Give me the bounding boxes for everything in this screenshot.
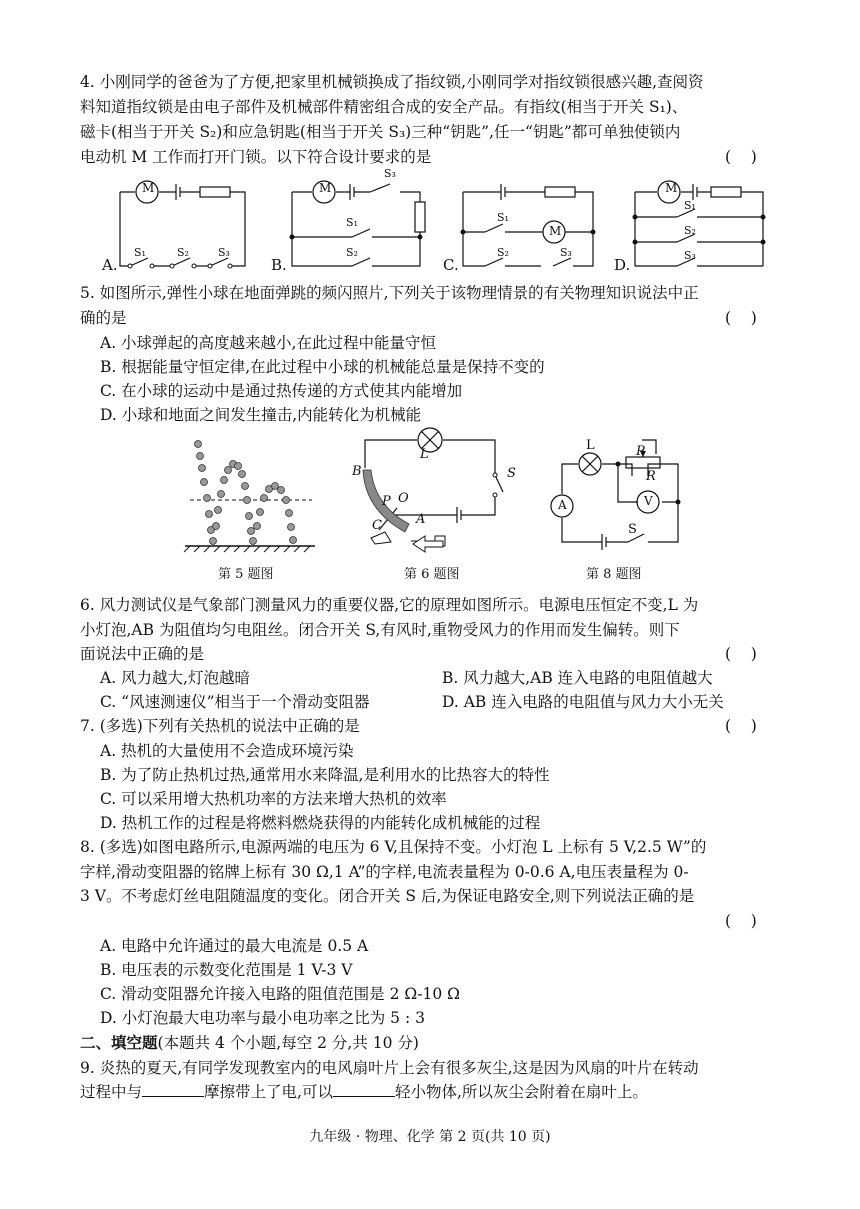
section-2-desc: (本题共 4 个小题,每空 2 分,共 10 分) (157, 1034, 419, 1052)
q4-answer-paren: ( ) (725, 148, 757, 166)
fig8-voltmeter-v: V (644, 494, 653, 508)
q6-line-2: 小灯泡,AB 为阻值均匀电阻丝。闭合开关 S,有风时,重物受风力的作用而发生偏转。则下 (80, 621, 680, 639)
q4-c-m: M (549, 224, 562, 238)
q5-option-a: A. 小球弹起的高度越来越小,在此过程中能量守恒 (100, 334, 436, 352)
q9-text-b: 摩擦带上了电,可以 (204, 1083, 333, 1101)
q7-option-a: A. 热机的大量使用不会造成环境污染 (100, 742, 354, 760)
section-2-title: 二、填空题 (80, 1033, 158, 1052)
q8-option-a: A. 电路中允许通过的最大电流是 0.5 A (100, 937, 369, 955)
fig8-label-r: R (646, 469, 656, 484)
q8-line-2: 字样,滑动变阻器的铭牌上标有 30 Ω,1 A”的字样,电流表量程为 0-0.6 A,电压表量程为 0- (80, 863, 689, 881)
q5-answer-paren: ( ) (725, 309, 757, 327)
q4-option-a: A. (102, 256, 118, 274)
q4-option-b: B. (271, 256, 287, 274)
q8-option-c: C. 滑动变阻器允许接入电路的阻值范围是 2 Ω-10 Ω (100, 985, 460, 1003)
q4-b-s3: S₃ (384, 167, 396, 180)
q4-b-s2: S₂ (346, 246, 358, 259)
q9-blank-2[interactable] (333, 1082, 395, 1097)
fig8-label-p: P (636, 444, 645, 459)
q4-a-s3: S₃ (218, 246, 230, 259)
q5-option-c: C. 在小球的运动中是通过热传递的方式使其内能增加 (100, 382, 463, 400)
q4-b-s1: S₁ (346, 216, 358, 229)
figure-6-wind-tester (345, 420, 520, 560)
fig6-label-p: P (382, 494, 391, 509)
q7-option-c: C. 可以采用增大热机功率的方法来增大热机的效率 (100, 790, 447, 808)
q7-option-d: D. 热机工作的过程是将燃料燃烧获得的内能转化成机械能的过程 (100, 814, 541, 832)
q6-option-c: C. “风速测速仪”相当于一个滑动变阻器 (100, 693, 370, 711)
q4-line-4: 电动机 M 工作而打开门锁。以下符合设计要求的是 (80, 148, 432, 166)
fig6-label-l: L (420, 447, 429, 462)
fig6-label-a: A (416, 512, 426, 527)
q5-line-2: 确的是 (80, 309, 127, 327)
q6-line-3: 面说法中正确的是 (80, 645, 205, 663)
q5-line-1: 5. 如图所示,弹性小球在地面弹跳的频闪照片,下列关于该物理情景的有关物理知识说法中正 (80, 284, 699, 302)
q4-a-s1: S₁ (134, 246, 146, 259)
fig6-label-b: B (352, 464, 362, 479)
figure-5-caption: 第 5 题图 (218, 567, 274, 582)
q8-answer-paren: ( ) (725, 912, 757, 930)
fig8-label-l: L (586, 438, 595, 453)
q6-answer-paren: ( ) (725, 645, 757, 663)
section-2-heading (80, 1032, 419, 1054)
q7-answer-paren: ( ) (725, 717, 757, 735)
fig8-label-s: S (628, 522, 637, 537)
fig6-label-o: O (398, 491, 409, 506)
fig8-ammeter-a: A (558, 498, 567, 512)
q8-line-3: 3 V。不考虑灯丝电阻随温度的变化。闭合开关 S 后,为保证电路安全,则下列说法正确的是 (80, 887, 695, 905)
fig6-label-s: S (507, 466, 516, 481)
fig6-label-c: C (372, 518, 382, 533)
q4-c-s1: S₁ (497, 211, 509, 224)
figure-6-caption: 第 6 题图 (404, 567, 460, 582)
q8-option-d: D. 小灯泡最大电功率与最小电功率之比为 5 : 3 (100, 1009, 425, 1027)
q4-option-d: D. (614, 256, 631, 274)
q9-blank-1[interactable] (142, 1082, 204, 1097)
q6-option-b: B. 风力越大,AB 连入电路的电阻值越大 (442, 669, 713, 687)
q8-option-b: B. 电压表的示数变化范围是 1 V-3 V (100, 961, 353, 979)
q4-line-1: 4. 小刚同学的爸爸为了方便,把家里机械锁换成了指纹锁,小刚同学对指纹锁很感兴趣,查阅资 (80, 73, 704, 91)
q4-a-m: M (142, 181, 155, 195)
q4-d-s1: S₁ (684, 199, 696, 212)
q9-text-c: 轻小物体,所以灰尘会附着在扇叶上。 (394, 1083, 648, 1101)
q5-option-d: D. 小球和地面之间发生撞击,内能转化为机械能 (100, 406, 422, 424)
q6-line-1: 6. 风力测试仪是气象部门测量风力的重要仪器,它的原理如图所示。电源电压恒定不变,L 为 (80, 596, 699, 614)
q4-option-c: C. (443, 256, 459, 274)
q4-circuit-a (100, 172, 260, 280)
q4-circuit-c (445, 172, 605, 280)
q4-d-s3: S₃ (684, 249, 696, 262)
q4-line-3: 磁卡(相当于开关 S₂)和应急钥匙(相当于开关 S₃)三种“钥匙”,任一“钥匙”都可单独使锁内 (80, 123, 681, 141)
q4-a-s2: S₂ (177, 246, 189, 259)
q8-line-1: 8. (多选)如图电路所示,电源两端的电压为 6 V,且保持不变。小灯泡 L 上标有 5 V,2.5 W”的 (80, 838, 707, 856)
q9-text-a: 过程中与 (80, 1083, 143, 1101)
q4-c-s3: S₃ (560, 246, 572, 259)
q7-option-b: B. 为了防止热机过热,通常用水来降温,是利用水的比热容大的特性 (100, 766, 550, 784)
q4-d-s2: S₂ (684, 224, 696, 237)
q4-c-s2: S₂ (497, 246, 509, 259)
q9-line-2 (80, 1081, 648, 1103)
q4-d-m: M (665, 181, 678, 195)
q4-b-m: M (319, 181, 332, 195)
q4-line-2: 料知道指纹锁是由电子部件及机械部件精密组合成的安全产品。有指纹(相当于开关 S₁)、 (80, 98, 688, 116)
q6-option-a: A. 风力越大,灯泡越暗 (100, 669, 250, 687)
page-footer: 九年级 · 物理、化学 第 2 页(共 10 页) (309, 1129, 551, 1145)
figure-8-caption: 第 8 题图 (586, 567, 642, 582)
figure-5-bouncing-ball (180, 430, 320, 555)
q7-line-1: 7. (多选)下列有关热机的说法中正确的是 (80, 717, 360, 735)
figure-8-circuit (540, 430, 690, 555)
q5-option-b: B. 根据能量守恒定律,在此过程中小球的机械能总量是保持不变的 (100, 358, 545, 376)
q6-option-d: D. AB 连入电路的电阻值与风力大小无关 (442, 693, 724, 711)
q9-line-1: 9. 炎热的夏天,有同学发现教室内的电风扇叶片上会有很多灰尘,这是因为风扇的叶片在转动 (80, 1059, 699, 1077)
